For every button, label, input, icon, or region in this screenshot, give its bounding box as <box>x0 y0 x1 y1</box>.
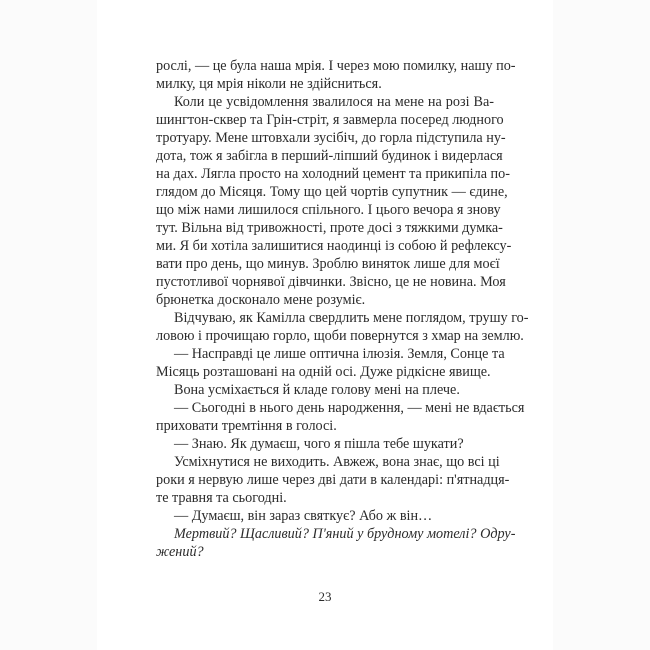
text-line: вати про день, що минув. Зроблю виняток лише для моєї <box>156 256 500 272</box>
text-line: — Знаю. Як думаєш, чого я пішла тебе шукати? <box>174 436 464 452</box>
text-line: дота, тож я забігла в перший-ліпший будинок і видерлася <box>156 148 503 164</box>
text-line: жений? <box>156 544 204 560</box>
text-line: пустотливої чорнявої дівчинки. Звісно, це не новина. Моя <box>156 274 506 290</box>
text-line: — Насправді це лише оптична ілюзія. Земля, Сонце та <box>174 346 505 362</box>
text-line: приховати тремтіння в голосі. <box>156 418 337 434</box>
body-text <box>156 57 529 561</box>
text-line: тротуару. Мене штовхали зусібіч, до горла підступила ну- <box>156 130 506 146</box>
text-line: рослі, — це була наша мрія. І через мою помилку, нашу по- <box>156 58 516 74</box>
text-line: що між нами лишилося спільного. І цього вечора я знову <box>156 202 501 218</box>
text-line: Вона усміхається й кладе голову мені на плече. <box>174 382 460 398</box>
page-number: 23 <box>318 589 332 604</box>
text-line: милку, ця мрія ніколи не здійсниться. <box>156 76 382 92</box>
text-line: — Думаєш, він зараз святкує? Або ж він… <box>174 508 433 524</box>
text-line: Відчуваю, як Камілла свердлить мене поглядом, трушу го- <box>174 310 529 326</box>
text-line: шингтон-сквер та Грін-стріт, я завмерла посеред людного <box>156 112 504 128</box>
text-line: ловою і прочищаю горло, щоби повернутся з хмар на землю. <box>156 328 524 344</box>
text-line: те травня та сьогодні. <box>156 490 287 506</box>
text-line: Мертвий? Щасливий? П'яний у брудному мотелі? Одру- <box>174 526 516 542</box>
text-line: Місяць розташовані на одній осі. Дуже рідкісне явище. <box>156 364 491 380</box>
text-line: глядом до Місяця. Тому що цей чортів супутник — єдине, <box>156 184 508 200</box>
text-line: — Сьогодні в нього день народження, — мені не вдається <box>174 400 525 416</box>
book-page <box>97 0 553 650</box>
text-line: Усміхнутися не виходить. Авжеж, вона знає, що всі ці <box>174 454 500 470</box>
text-line: на дах. Лягла просто на холодний цемент та прикипіла по- <box>156 166 510 182</box>
text-line: роки я нервую лише через дві дати в календарі: п'ятнадця- <box>156 472 510 488</box>
text-line: Коли це усвідомлення звалилося на мене на розі Ва- <box>174 94 494 110</box>
text-line: тут. Вільна від тривожності, проте досі з тяжкими думка- <box>156 220 503 236</box>
text-line: ми. Я би хотіла залишитися наодинці із собою й рефлексу- <box>156 238 512 254</box>
text-line: брюнетка досконало мене розуміє. <box>156 292 366 308</box>
